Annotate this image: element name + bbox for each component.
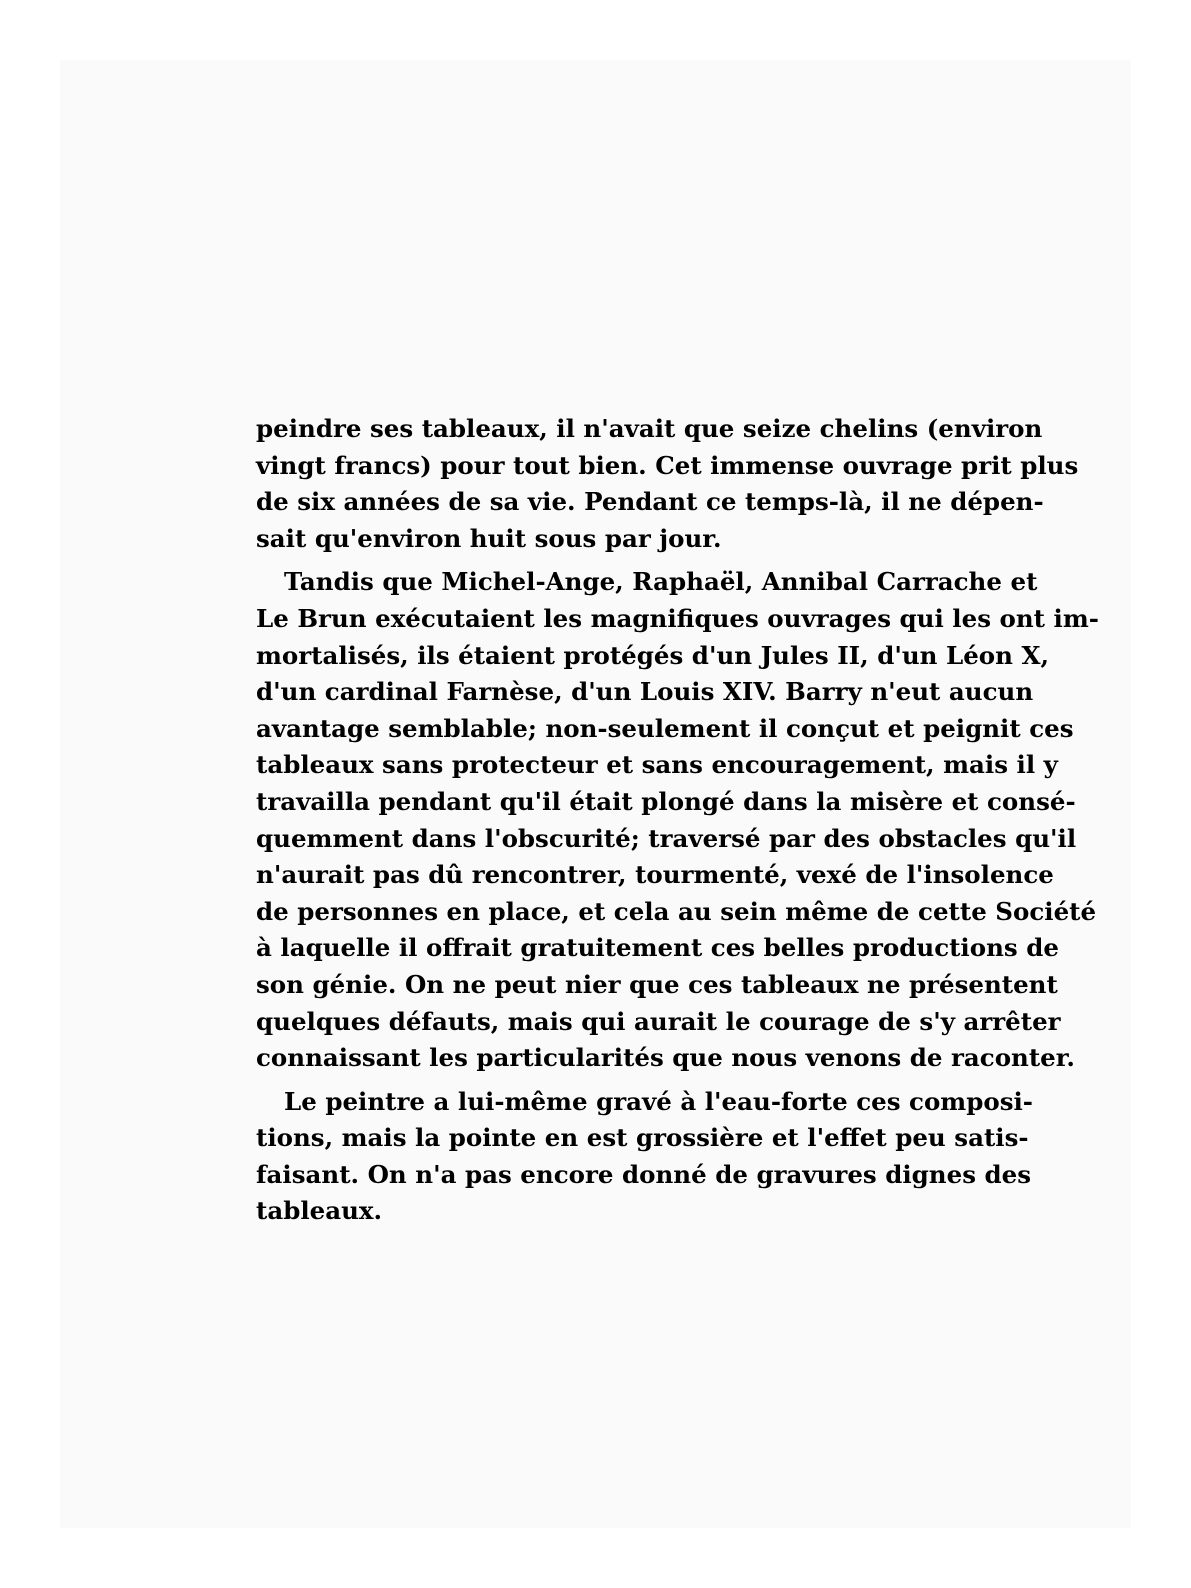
text-line: quemment dans l'obscurité; traversé par des obstacles qu'il [256, 823, 1077, 853]
text-line: peindre ses tableaux, il n'avait que seize chelins (environ [256, 414, 1043, 443]
text-line: Le peintre a lui-même gravé à l'eau-forte ces composi- [284, 1086, 1033, 1116]
text-line: travailla pendant qu'il était plongé dans la misère et consé- [256, 786, 1076, 816]
text-line: quelques défauts, mais qui aurait le courage de s'y arrêter [256, 1006, 1061, 1036]
text-line: d'un cardinal Farnèse, d'un Louis XIV. Barry n'eut aucun [256, 677, 1034, 707]
paragraph-1 [256, 411, 1079, 557]
text-line: faisant. On n'a pas encore donné de gravures dignes des [256, 1159, 1032, 1189]
body-text [256, 411, 1099, 1230]
text-line: son génie. On ne peut nier que ces tableaux ne présentent [256, 969, 1058, 999]
text-line: Tandis que Michel-Ange, Raphaël, Annibal Carrache et [284, 567, 1038, 597]
text-line: tions, mais la pointe en est grossière et l'effet peu satis- [256, 1123, 1029, 1153]
text-line: mortalisés, ils étaient protégés d'un Jules II, d'un Léon X, [256, 640, 1050, 670]
text-line: n'aurait pas dû rencontrer, tourmenté, vexé de l'insolence [256, 860, 1054, 890]
text-line: de six années de sa vie. Pendant ce temps-là, il ne dépen- [256, 487, 1044, 517]
text-line: de personnes en place, et cela au sein même de cette Société [256, 896, 1097, 926]
text-line: Le Brun exécutaient les magnifiques ouvrages qui les ont im- [256, 603, 1099, 633]
text-line: tableaux sans protecteur et sans encouragement, mais il y [256, 750, 1058, 780]
text-line: vingt francs) pour tout bien. Cet immense ouvrage prit plus [256, 450, 1079, 480]
paragraph-3 [256, 1084, 1033, 1230]
text-line: connaissant les particularités que nous venons de raconter. [256, 1043, 1075, 1073]
paragraph-2 [256, 564, 1099, 1076]
text-line: tableaux. [256, 1196, 383, 1226]
text-line: à laquelle il offrait gratuitement ces belles productions de [256, 933, 1059, 963]
text-line: avantage semblable; non-seulement il conçut et peignit ces [256, 713, 1074, 743]
text-line: sait qu'environ huit sous par jour. [256, 523, 722, 553]
